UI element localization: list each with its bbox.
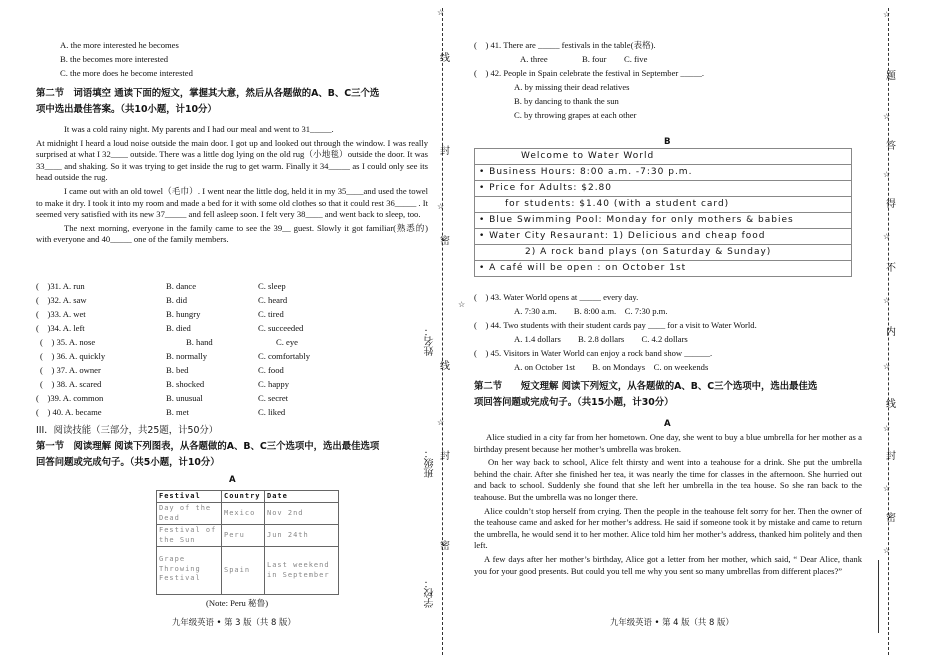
star-icon: ☆ — [883, 362, 891, 371]
option-a: ( )39. A. common — [36, 393, 104, 403]
section1-title-line2: 回答问题或完成句子。（共5小题，计10分） — [36, 457, 220, 468]
binding-char: 封 — [883, 450, 895, 460]
option-b: B. hungry — [166, 309, 201, 319]
star-icon: ☆ — [437, 418, 445, 427]
option-a: ( )33. A. wet — [36, 309, 86, 319]
table-cell: Grape Throwing Festival — [157, 547, 222, 595]
binding-char: 线 — [437, 360, 449, 370]
star-icon: ☆ — [437, 202, 445, 211]
table-cell: Day of the Dead — [157, 503, 222, 525]
binding-char: 得 — [883, 198, 895, 208]
option-b: B. hand — [186, 337, 213, 347]
option-b: B. normally — [166, 351, 208, 361]
star-icon: ☆ — [883, 296, 891, 305]
q43-options: A. 7:30 a.m. B. 8:00 a.m. C. 7:30 p.m. — [514, 306, 668, 316]
name-label: 姓名： — [425, 326, 436, 356]
section1-title-line1: 第一节 阅读理解 阅读下列图表，从各题做的A、B、C三个选项中，选出最佳选项 — [36, 441, 380, 452]
option-c: C. five — [624, 54, 648, 64]
cloze-passage — [36, 124, 428, 246]
option-b: B. bed — [166, 365, 189, 375]
cloze-paragraph: At midnight I heard a loud noise outside the main door. I got up and looked out through the window. I was really surprised at what I 32____ outside. There was a little dog lying on the old rug（小地毯）outside the door. It was 33____ and shaking. So it was trying to get inside the rug to get warm. Finally it 34_____ as I could only see its head outside the rug. — [36, 137, 428, 183]
star-icon: ☆ — [437, 8, 445, 17]
table-cell: Peru — [222, 525, 265, 547]
binding-char: 线 — [883, 398, 895, 408]
binding-line — [442, 8, 443, 655]
option-a: ( )31. A. run — [36, 281, 85, 291]
page-footer: 九年级英语 • 第 4 版（共 8 版） — [610, 617, 734, 627]
option-a: ( ) 40. A. became — [36, 407, 102, 417]
header-cell: Country — [222, 491, 265, 503]
section2-title-line2: 项中选出最佳答案。（共10小题，计10分） — [36, 104, 217, 115]
option-a: A. three — [520, 54, 548, 64]
option-c: C. food — [258, 365, 284, 375]
festival-table — [156, 490, 339, 595]
q41-options — [474, 54, 866, 66]
table-cell: • A café will be open : on October 1st — [475, 261, 852, 277]
binding-char: 密 — [883, 512, 895, 522]
option-b: B. died — [166, 323, 191, 333]
option-c: C. tired — [258, 309, 284, 319]
star-icon: ☆ — [883, 424, 891, 433]
school-label: 学校： — [425, 578, 436, 608]
star-icon: ☆ — [883, 546, 891, 555]
passage-label: A — [664, 419, 671, 429]
binding-char: 线 — [437, 52, 449, 62]
section2-title-line1: 第二节 词语填空 通读下面的短文，掌握其大意，然后从各题做的A、B、C三个选 — [36, 88, 380, 99]
table-cell: 2) A rock band plays (on Saturday & Sunday) — [475, 245, 852, 261]
passage-paragraph: Alice couldn’t stop herself from crying. Then the people in the teahouse felt sorry for her. Then the owner of the teahouse came and asked for her mother’s address. He said if someone took it by mistake and came to return the umbrella, he would send it to her mother. Alice told him her mother’s address, thanked him politely and then left. — [474, 505, 862, 551]
star-icon: ☆ — [458, 300, 466, 309]
table-cell: Jun 24th — [265, 525, 339, 547]
part3-title: III．阅读技能（三部分，共25题，计50分） — [36, 425, 219, 436]
table-cell: Spain — [222, 547, 265, 595]
note: (Note: Peru 秘鲁) — [206, 598, 269, 608]
option-c: C. by throwing grapes at each other — [514, 110, 637, 120]
option-a: ( ) 36. A. quickly — [40, 351, 106, 361]
option-c: C. the more does he become interested — [60, 68, 193, 78]
binding-char: 封 — [437, 450, 449, 460]
table-b-label: B — [664, 137, 671, 147]
option-c: C. comfortably — [258, 351, 311, 361]
question-44: ( ) 44. Two students with their student cards pay ____ for a visit to Water World. — [474, 320, 757, 330]
table-cell: Last weekend in September — [265, 547, 339, 595]
table-header — [157, 491, 339, 503]
option-c: C. sleep — [258, 281, 286, 291]
option-b: B. did — [166, 295, 188, 305]
option-a: ( ) 38. A. scared — [40, 379, 102, 389]
passage-paragraph: On her way back to school, Alice felt thirsty and went into a teahouse for a drink. She put the umbrella behind the chair. After she finished her tea, it was nearly the time for classes in the afternoon. She hurried out and back to school. Suddenly she found that she left her umbrella in the tea house. So she ran back to the teahouse. But the umbrella was no longer there. — [474, 457, 862, 502]
cloze-option-row — [36, 351, 428, 363]
option-a: A. by missing their dead relatives — [514, 82, 630, 92]
cloze-option-row — [36, 393, 428, 405]
binding-char: 题 — [883, 70, 895, 80]
cloze-option-row — [36, 365, 428, 377]
table-cell: • Price for Adults: $2.80 — [475, 181, 852, 197]
binding-char: 密 — [437, 540, 449, 550]
option-c: C. happy — [258, 379, 290, 389]
water-world-table — [474, 148, 852, 277]
option-b: B. the becomes more interested — [60, 54, 169, 64]
table-cell: • Business Hours: 8:00 a.m. -7:30 p.m. — [475, 165, 852, 181]
cloze-paragraph: It was a cold rainy night. My parents and I had our meal and went to 31_____. — [64, 124, 334, 134]
cloze-option-row — [36, 337, 428, 349]
option-c: C. liked — [258, 407, 286, 417]
binding-rule — [878, 560, 879, 633]
header-cell: Festival — [157, 491, 222, 503]
passage-paragraph: Alice studied in a city far from her hometown. One day, she went to buy a blue umbrella for her mother as a birthday present because her mother’s umbrella was broken. — [474, 432, 862, 454]
star-icon: ☆ — [883, 232, 891, 241]
question-42: ( ) 42. People in Spain celebrate the festival in September _____. — [474, 68, 705, 78]
class-label: 班级： — [425, 448, 436, 478]
q44-options: A. 1.4 dollars B. 2.8 dollars C. 4.2 dollars — [514, 334, 688, 344]
table-cell: Festival of the Sun — [157, 525, 222, 547]
question-43: ( ) 43. Water World opens at _____ every day. — [474, 292, 639, 302]
passage-paragraph: A few days after her mother’s birthday, Alice got a letter from her mother, which said, “ Dear Alice, thank you for your good presents. But could you tell me why you sent so many umbrellas from different places?” — [474, 553, 862, 576]
table-cell: • Water City Resaurant: 1) Delicious and cheap food — [475, 229, 852, 245]
option-a: ( )32. A. saw — [36, 295, 87, 305]
section2-title-line1: 第二节 短文理解 阅读下列短文，从各题做的A、B、C三个选项中，选出最佳选 — [474, 381, 818, 392]
option-c: C. succeeded — [258, 323, 304, 333]
cloze-option-row — [36, 295, 428, 307]
option-c: C. secret — [258, 393, 289, 403]
option-b: B. unusual — [166, 393, 203, 403]
binding-char: 密 — [437, 235, 449, 245]
option-a: ( ) 35. A. nose — [40, 337, 96, 347]
table-cell: Mexico — [222, 503, 265, 525]
cloze-paragraph: I came out with an old towel（毛巾）. I went near the little dog, held it in my 35____and used the towel to make it dry. I took it into my room and made a bed for it with some old clothes so that it could rest 36_____ . It seemed very satisfied with its new 37_____ and fell asleep soon. I felt very 38____ and went back to sleep, too. — [36, 185, 428, 220]
option-a: ( )34. A. left — [36, 323, 85, 333]
table-row — [157, 547, 339, 595]
option-b: B. by dancing to thank the sun — [514, 96, 619, 106]
star-icon: ☆ — [883, 112, 891, 121]
question-41: ( ) 41. There are _____ festivals in the table(表格). — [474, 40, 656, 50]
option-a: A. the more interested he becomes — [60, 40, 179, 50]
cloze-paragraph: The next morning, everyone in the family came to see the 39__ guest. Slowly it got familiar(熟悉的) with everyone and 40_____ one of the family members. — [36, 222, 428, 245]
option-b: B. four — [582, 54, 607, 64]
star-icon: ☆ — [883, 170, 891, 179]
section2-title-line2: 项回答问题或完成句子。（共15小题，计30分） — [474, 397, 674, 408]
cloze-option-row — [36, 323, 428, 335]
option-c: C. eye — [276, 337, 298, 347]
binding-char: 封 — [437, 145, 449, 155]
option-a: ( ) 37. A. owner — [40, 365, 101, 375]
option-b: B. met — [166, 407, 189, 417]
option-b: B. shocked — [166, 379, 205, 389]
table-cell: Nov 2nd — [265, 503, 339, 525]
question-45: ( ) 45. Visitors in Water World can enjoy a rock band show ______. — [474, 348, 713, 358]
table-cell: Welcome to Water World — [475, 149, 852, 165]
cloze-option-row — [36, 309, 428, 321]
table-cell: for students: $1.40 (with a student card) — [475, 197, 852, 213]
option-b: B. dance — [166, 281, 197, 291]
binding-char: 答 — [883, 140, 895, 150]
reading-passage — [474, 432, 862, 577]
header-cell: Date — [265, 491, 339, 503]
star-icon: ☆ — [883, 10, 891, 19]
table-cell: • Blue Swimming Pool: Monday for only mothers & babies — [475, 213, 852, 229]
cloze-option-row — [36, 407, 428, 419]
table-row — [157, 525, 339, 547]
table-row — [157, 503, 339, 525]
star-icon: ☆ — [883, 484, 891, 493]
binding-char: 内 — [883, 326, 895, 336]
option-c: C. heard — [258, 295, 288, 305]
cloze-option-row — [36, 281, 428, 293]
binding-char: 不 — [883, 262, 895, 272]
page-footer: 九年级英语 • 第 3 版（共 8 版） — [172, 617, 296, 627]
cloze-option-row — [36, 379, 428, 391]
q45-options: A. on October 1st B. on Mondays C. on weekends — [514, 362, 709, 372]
table-a-label: A — [229, 475, 236, 485]
